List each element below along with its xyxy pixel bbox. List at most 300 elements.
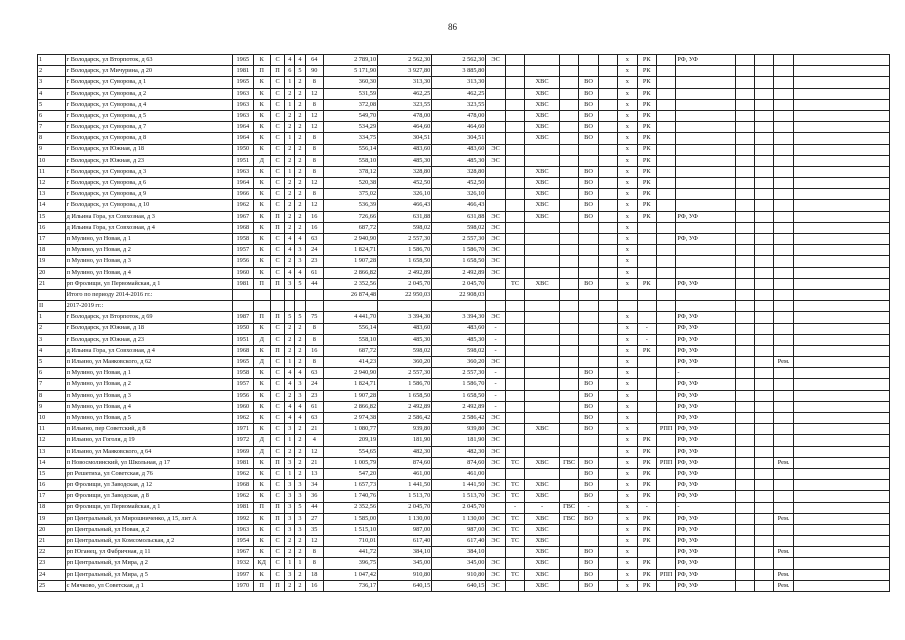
table-cell: РФ, УФ [676, 569, 735, 580]
table-cell: д Ильина Гора, ул Совхозная, д 3 [65, 211, 233, 222]
table-cell: 61 [305, 267, 323, 278]
table-cell [505, 413, 524, 424]
table-cell: 5 [295, 66, 305, 77]
table-cell: 4 [285, 413, 295, 424]
table-cell [735, 401, 754, 412]
table-cell: 3 [295, 245, 305, 256]
table-cell: П [253, 278, 270, 289]
table-cell: г Володарск, ул Суворова, д 8 [65, 133, 233, 144]
table-cell: 631,88 [432, 211, 486, 222]
table-cell [525, 301, 560, 312]
table-cell [559, 569, 578, 580]
table-cell [253, 289, 270, 300]
table-cell [735, 99, 754, 110]
table-cell: ВО [579, 200, 598, 211]
table-cell [656, 368, 675, 379]
table-cell [505, 558, 524, 569]
table-cell: К [253, 222, 270, 233]
table-cell: С [270, 468, 284, 479]
table-cell [793, 424, 889, 435]
table-row [38, 66, 890, 77]
table-cell [656, 66, 675, 77]
table-cell [755, 345, 774, 356]
table-cell: С [270, 379, 284, 390]
table-cell [735, 200, 754, 211]
table-cell: С [270, 245, 284, 256]
table-cell [774, 323, 793, 334]
table-cell [579, 524, 598, 535]
table-cell: ВО [579, 189, 598, 200]
table-cell [755, 278, 774, 289]
table-cell: 8 [305, 323, 323, 334]
table-cell [579, 234, 598, 245]
table-cell: К [253, 166, 270, 177]
table-cell: 19 [38, 513, 66, 524]
table-cell: РК [637, 536, 656, 547]
table-cell: 1957 [233, 379, 253, 390]
table-cell: х [618, 569, 637, 580]
table-cell: 547,20 [323, 468, 377, 479]
table-cell: 1 [285, 357, 295, 368]
table-cell: С [270, 200, 284, 211]
table-cell: 61 [305, 401, 323, 412]
table-cell [774, 88, 793, 99]
table-cell: 34 [305, 480, 323, 491]
table-cell: ВО [579, 401, 598, 412]
table-cell [793, 435, 889, 446]
table-cell [793, 133, 889, 144]
table-cell: 2 [295, 77, 305, 88]
table-cell [774, 122, 793, 133]
table-cell [755, 234, 774, 245]
table-cell [656, 413, 675, 424]
table-cell: С [270, 267, 284, 278]
table-cell [735, 435, 754, 446]
table-cell: 16 [305, 580, 323, 591]
table-cell [505, 178, 524, 189]
table-cell [735, 368, 754, 379]
table-cell [735, 110, 754, 121]
table-cell: К [253, 468, 270, 479]
table-cell: ВО [579, 580, 598, 591]
table-cell [598, 99, 617, 110]
table-cell: С [270, 334, 284, 345]
table-cell: п Ильино, пер Советский, д 8 [65, 424, 233, 435]
table-row [38, 278, 890, 289]
table-cell [323, 301, 377, 312]
table-cell: 2 789,10 [323, 55, 377, 66]
table-cell: ВО [579, 558, 598, 569]
table-cell [579, 334, 598, 345]
table-cell: 13 [38, 446, 66, 457]
table-cell: - [505, 502, 524, 513]
table-row [38, 457, 890, 468]
table-cell [559, 133, 578, 144]
table-cell: П [270, 211, 284, 222]
table-cell [637, 245, 656, 256]
table-cell: Д [253, 435, 270, 446]
table-cell [505, 289, 524, 300]
table-cell [656, 77, 675, 88]
table-cell [755, 357, 774, 368]
table-cell: 16 [305, 211, 323, 222]
table-cell: 3 [295, 480, 305, 491]
table-cell [755, 166, 774, 177]
table-cell [598, 289, 617, 300]
table-cell [505, 110, 524, 121]
table-cell [755, 468, 774, 479]
table-cell [559, 413, 578, 424]
table-cell: ХВС [525, 178, 560, 189]
table-cell [755, 323, 774, 334]
table-cell [676, 66, 735, 77]
table-cell: 8 [305, 99, 323, 110]
table-cell: - [486, 323, 505, 334]
table-cell: 1 657,73 [323, 480, 377, 491]
table-cell [774, 222, 793, 233]
table-cell: п Мулино, ул Новая, д 1 [65, 368, 233, 379]
table-cell: РК [637, 345, 656, 356]
table-cell: 1 586,70 [378, 245, 432, 256]
table-cell: ВО [579, 278, 598, 289]
table-cell: 13 [305, 468, 323, 479]
table-cell [525, 155, 560, 166]
table-cell: 2 [285, 580, 295, 591]
table-cell: ТС [505, 569, 524, 580]
table-cell [774, 491, 793, 502]
table-cell [793, 312, 889, 323]
table-cell: 22 [38, 547, 66, 558]
table-cell [656, 189, 675, 200]
table-cell [505, 401, 524, 412]
table-cell: РФ, УФ [676, 580, 735, 591]
table-cell: г Володарск, ул Суворова, д 5 [65, 110, 233, 121]
table-cell: РК [637, 435, 656, 446]
table-cell: 2 352,56 [323, 502, 377, 513]
table-cell [505, 379, 524, 390]
table-cell [598, 345, 617, 356]
table-cell [755, 502, 774, 513]
table-cell: 4 441,70 [323, 312, 377, 323]
table-cell: 466,43 [432, 200, 486, 211]
table-cell: 1966 [233, 189, 253, 200]
table-cell [598, 547, 617, 558]
table-row [38, 211, 890, 222]
table-cell: 1970 [233, 580, 253, 591]
table-cell: 536,39 [323, 200, 377, 211]
table-cell [505, 446, 524, 457]
table-cell [793, 323, 889, 334]
table-cell: РК [637, 155, 656, 166]
table-cell: 12 [38, 435, 66, 446]
table-cell: 4 [295, 267, 305, 278]
table-cell: г Володарск, ул Суворова, д 6 [65, 178, 233, 189]
table-cell: 4 [295, 234, 305, 245]
table-cell: п Новосмолинский, ул Школьная, д 17 [65, 457, 233, 468]
table-cell [598, 256, 617, 267]
table-cell: РФ, УФ [676, 334, 735, 345]
table-cell: 2 557,30 [432, 368, 486, 379]
table-cell [656, 133, 675, 144]
table-cell [598, 166, 617, 177]
table-row [38, 334, 890, 345]
table-cell: 3 [285, 278, 295, 289]
table-cell: РФ, УФ [676, 536, 735, 547]
table-cell: ХВС [525, 77, 560, 88]
table-cell [755, 569, 774, 580]
table-cell: Рем. [774, 547, 793, 558]
table-cell [579, 345, 598, 356]
table-cell [486, 289, 505, 300]
table-cell: 617,40 [432, 536, 486, 547]
table-cell [774, 133, 793, 144]
table-cell: РК [637, 468, 656, 479]
table-cell: 17 [38, 234, 66, 245]
table-cell [755, 536, 774, 547]
table-cell: 3 394,30 [378, 312, 432, 323]
table-cell: 2 [285, 222, 295, 233]
table-cell [559, 435, 578, 446]
table-cell: К [253, 245, 270, 256]
table-cell [525, 435, 560, 446]
table-cell: 12 [305, 178, 323, 189]
table-cell: П [270, 278, 284, 289]
table-cell: х [618, 413, 637, 424]
table-cell [598, 580, 617, 591]
table-cell: 313,30 [378, 77, 432, 88]
table-cell [735, 55, 754, 66]
table-cell: 4 [285, 234, 295, 245]
table-cell: г Володарск, ул Суворова, д 3 [65, 166, 233, 177]
table-cell [656, 222, 675, 233]
table-cell [637, 547, 656, 558]
table-row [38, 200, 890, 211]
table-cell: 1956 [233, 256, 253, 267]
table-cell [676, 77, 735, 88]
table-cell [793, 569, 889, 580]
table-cell [793, 211, 889, 222]
table-cell: 461,00 [432, 468, 486, 479]
table-cell [486, 77, 505, 88]
table-cell [755, 178, 774, 189]
table-cell: 4 [305, 435, 323, 446]
table-cell [525, 334, 560, 345]
table-cell: ХВС [525, 88, 560, 99]
table-cell [656, 110, 675, 121]
table-cell: ВО [579, 390, 598, 401]
table-cell: С [270, 424, 284, 435]
table-cell: 3 [285, 502, 295, 513]
table-cell: 9 [38, 144, 66, 155]
table-cell: 1962 [233, 491, 253, 502]
table-cell [676, 133, 735, 144]
table-cell [505, 55, 524, 66]
table-cell: 1 585,00 [323, 513, 377, 524]
table-cell: РФ, УФ [676, 211, 735, 222]
table-cell [735, 122, 754, 133]
table-cell [285, 289, 295, 300]
table-cell: П [270, 222, 284, 233]
table-cell [656, 502, 675, 513]
table-cell: 414,23 [323, 357, 377, 368]
table-cell: 19 [38, 256, 66, 267]
table-cell: С [270, 323, 284, 334]
table-cell: г Володарск, ул Суворова, д 1 [65, 77, 233, 88]
table-cell [755, 446, 774, 457]
table-cell [598, 267, 617, 278]
table-cell [637, 222, 656, 233]
table-cell: ЭС [486, 424, 505, 435]
table-cell: 44 [305, 278, 323, 289]
table-cell: рп Фролищи, ул Первомайская, д 1 [65, 502, 233, 513]
table-cell: ХВС [525, 110, 560, 121]
table-cell [656, 323, 675, 334]
table-cell [525, 390, 560, 401]
table-row [38, 580, 890, 591]
table-cell: 466,43 [378, 200, 432, 211]
table-cell: 6 [285, 66, 295, 77]
table-row [38, 289, 890, 300]
table-cell: ЭС [486, 524, 505, 535]
table-cell: 3 [285, 513, 295, 524]
table-cell [598, 457, 617, 468]
table-cell [676, 245, 735, 256]
table-cell: К [253, 368, 270, 379]
table-cell [735, 536, 754, 547]
table-cell [793, 468, 889, 479]
table-cell [656, 446, 675, 457]
table-row [38, 77, 890, 88]
table-cell: ХВС [525, 211, 560, 222]
table-cell: С [270, 491, 284, 502]
table-cell: 360,30 [323, 77, 377, 88]
table-row [38, 435, 890, 446]
table-cell: 304,51 [432, 133, 486, 144]
table-cell [656, 334, 675, 345]
table-cell: 24 [38, 569, 66, 580]
table-cell: 4 [285, 267, 295, 278]
table-cell: 2 045,70 [432, 502, 486, 513]
table-cell [505, 424, 524, 435]
table-cell: 2 940,90 [323, 368, 377, 379]
table-cell [598, 278, 617, 289]
table-cell: 2 [295, 345, 305, 356]
table-cell: РК [637, 178, 656, 189]
table-cell: 1987 [233, 312, 253, 323]
table-cell [774, 413, 793, 424]
table-cell: 334,75 [323, 133, 377, 144]
table-cell [774, 267, 793, 278]
table-cell [525, 256, 560, 267]
table-cell [656, 480, 675, 491]
table-cell [618, 289, 637, 300]
table-cell: 1 907,28 [323, 256, 377, 267]
table-cell: С [270, 88, 284, 99]
table-cell [525, 468, 560, 479]
table-cell [793, 558, 889, 569]
table-cell [676, 289, 735, 300]
table-cell [793, 222, 889, 233]
table-row [38, 379, 890, 390]
table-row [38, 88, 890, 99]
table-cell: 1 658,50 [432, 390, 486, 401]
table-cell: РК [637, 122, 656, 133]
table-cell [755, 547, 774, 558]
table-cell [505, 357, 524, 368]
table-cell [735, 77, 754, 88]
table-cell [505, 256, 524, 267]
table-cell [486, 502, 505, 513]
table-cell: 63 [305, 368, 323, 379]
table-cell [793, 99, 889, 110]
table-cell [755, 413, 774, 424]
table-cell [598, 446, 617, 457]
table-cell [579, 66, 598, 77]
table-cell: г Володарск, ул Суворова, д 2 [65, 88, 233, 99]
table-cell: 2 [295, 357, 305, 368]
table-cell: ВО [579, 77, 598, 88]
table-cell [755, 222, 774, 233]
table-cell: х [618, 435, 637, 446]
table-cell: 15 [38, 468, 66, 479]
table-cell [793, 110, 889, 121]
table-cell: С [270, 166, 284, 177]
table-cell: ЭС [486, 211, 505, 222]
table-cell [598, 66, 617, 77]
table-cell [598, 200, 617, 211]
table-body [38, 55, 890, 592]
table-cell [559, 536, 578, 547]
table-cell: 598,02 [378, 222, 432, 233]
table-cell: рп Центральный, ул Мира, д 5 [65, 569, 233, 580]
table-cell [579, 155, 598, 166]
table-row [38, 234, 890, 245]
table-cell [774, 379, 793, 390]
table-cell: х [618, 110, 637, 121]
table-cell [598, 536, 617, 547]
table-cell: х [618, 323, 637, 334]
table-cell: х [618, 357, 637, 368]
table-cell [270, 301, 284, 312]
table-cell: Рем. [774, 569, 793, 580]
table-cell [637, 390, 656, 401]
table-cell [505, 133, 524, 144]
table-cell: РК [637, 491, 656, 502]
table-cell: 1 658,50 [378, 390, 432, 401]
table-cell: 8 [305, 189, 323, 200]
table-cell [656, 513, 675, 524]
table-cell: РФ, УФ [676, 390, 735, 401]
table-cell [559, 77, 578, 88]
table-cell: РК [637, 88, 656, 99]
table-cell [793, 390, 889, 401]
table-cell [676, 222, 735, 233]
table-cell: ТС [505, 278, 524, 289]
table-cell: 1967 [233, 211, 253, 222]
table-cell: х [618, 513, 637, 524]
table-cell: ЭС [486, 357, 505, 368]
table-cell [505, 88, 524, 99]
table-cell: 384,10 [378, 547, 432, 558]
table-cell: г Володарск, ул Мичурина, д 20 [65, 66, 233, 77]
table-cell: ХВС [525, 536, 560, 547]
table-cell: Д [253, 155, 270, 166]
table-cell: К [253, 524, 270, 535]
table-cell [755, 256, 774, 267]
table-cell: с Мячково, ул Советская, д 1 [65, 580, 233, 591]
housing-register-table [37, 54, 890, 592]
table-cell [676, 122, 735, 133]
